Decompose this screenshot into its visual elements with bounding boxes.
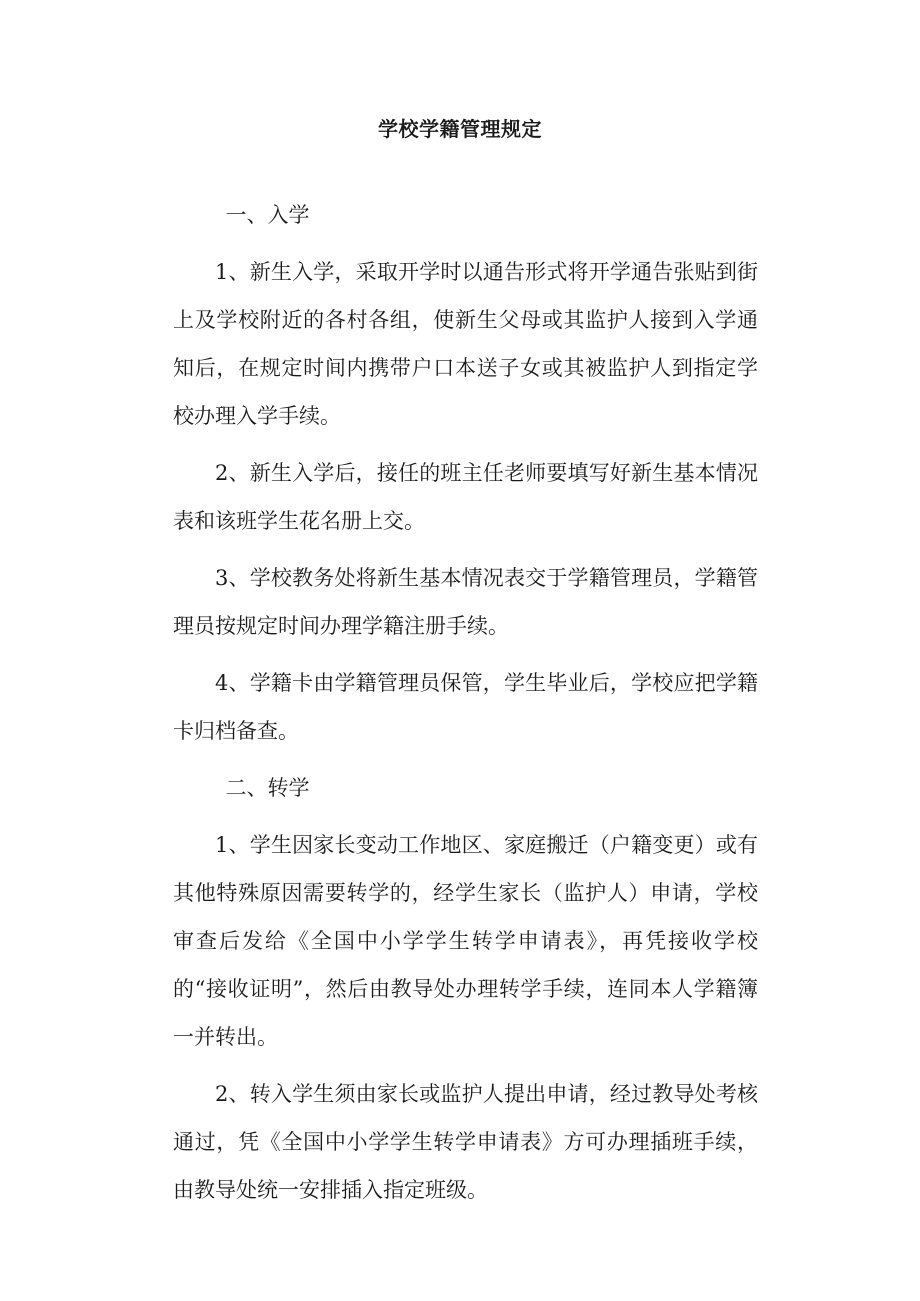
paragraph-enrollment-1: 1、新生入学，采取开学时以通告形式将开学通告张贴到街上及学校附近的各村各组，使新生父母或其监护人接到入学通知后，在规定时间内携带户口本送子女或其被监护人到指定学校办理入学手续。 xyxy=(173,260,758,428)
paragraph-transfer-2: 2、转入学生须由家长或监护人提出申请，经过教导处考核通过，凭《全国中小学学生转学申请表》方可办理插班手续，由教导处统一安排插入指定班级。 xyxy=(173,1082,758,1202)
section-heading-transfer: 二、转学 xyxy=(225,776,310,800)
document-body xyxy=(173,191,758,1223)
document-title: 学校学籍管理规定 xyxy=(378,117,542,141)
paragraph-transfer-1: 1、学生因家长变动工作地区、家庭搬迁（户籍变更）或有其他特殊原因需要转学的，经学生家长（监护人）申请，学校审查后发给《全国中小学学生转学申请表》，再凭接收学校的“接收证明”，然后由教导处办理转学手续，连同本人学籍簿一并转出。 xyxy=(173,833,758,1049)
paragraph-enrollment-3: 3、学校教务处将新生基本情况表交于学籍管理员，学籍管理员按规定时间办理学籍注册手续。 xyxy=(173,566,758,638)
paragraph-enrollment-2: 2、新生入学后，接任的班主任老师要填写好新生基本情况表和该班学生花名册上交。 xyxy=(173,461,758,533)
paragraph-enrollment-4: 4、学籍卡由学籍管理员保管，学生毕业后，学校应把学籍卡归档备查。 xyxy=(173,671,758,743)
section-heading-enrollment: 一、入学 xyxy=(225,203,310,227)
